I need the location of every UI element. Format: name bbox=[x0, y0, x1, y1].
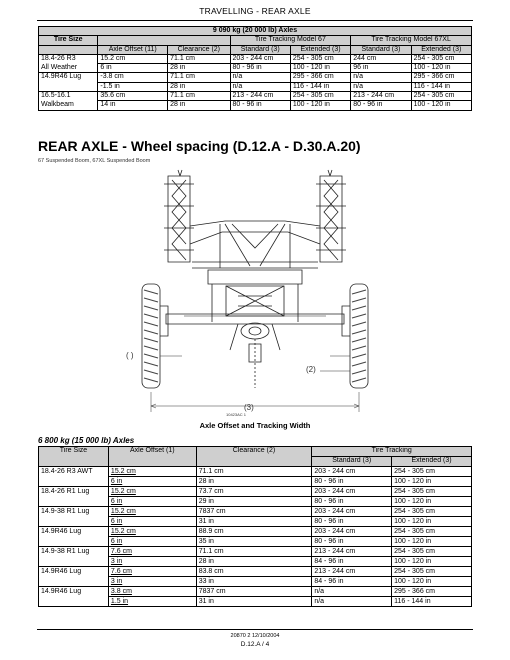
table-cell: 100 - 120 in bbox=[290, 64, 350, 73]
table-cell: 116 - 144 in bbox=[290, 82, 350, 91]
table-cell: 3 in bbox=[108, 577, 196, 587]
table1-col-model67: Tire Tracking Model 67 bbox=[230, 36, 351, 45]
table-row bbox=[39, 527, 472, 537]
table-cell: 6 in bbox=[108, 477, 196, 487]
label-1: ( ) bbox=[126, 351, 134, 360]
table-row bbox=[39, 92, 472, 101]
table-cell: 100 - 120 in bbox=[392, 577, 472, 587]
table-row bbox=[39, 467, 472, 477]
table-row bbox=[39, 54, 472, 63]
table-cell: 203 - 244 cm bbox=[312, 467, 392, 477]
table-cell: 15.2 cm bbox=[108, 507, 196, 517]
table-cell: 100 - 120 in bbox=[392, 557, 472, 567]
table2-col-offset: Axle Offset (1) bbox=[108, 447, 196, 467]
table-cell: 15.2 cm bbox=[108, 487, 196, 497]
table-cell: 71.1 cm bbox=[168, 54, 230, 63]
table-cell: 28 in bbox=[168, 101, 230, 110]
table-cell: 88.9 cm bbox=[196, 527, 312, 537]
tire-size-cell: 14.9R46 Lug bbox=[39, 73, 98, 82]
table-cell: 213 - 244 cm bbox=[312, 547, 392, 557]
table-cell: 7837 cm bbox=[196, 587, 312, 597]
table-cell: 7.6 cm bbox=[108, 547, 196, 557]
table-cell: 35.6 cm bbox=[98, 92, 168, 101]
table-cell: 80 - 96 in bbox=[230, 64, 290, 73]
table1-subheader: Clearance (2) bbox=[168, 45, 230, 54]
table1-subheader: Axle Offset (11) bbox=[98, 45, 168, 54]
table-cell: n/a bbox=[230, 73, 290, 82]
tire-size-cell: All Weather bbox=[39, 64, 98, 73]
footer-doc-code: 20870 2 12/10/2004 bbox=[230, 633, 280, 639]
table-cell: 254 - 305 cm bbox=[392, 547, 472, 557]
table-cell: 295 - 366 cm bbox=[392, 587, 472, 597]
boom-note: 67 Suspended Boom, 67XL Suspended Boom bbox=[38, 158, 151, 164]
table-cell: 29 in bbox=[196, 497, 312, 507]
table-row bbox=[39, 507, 472, 517]
table-cell: 1.5 in bbox=[108, 597, 196, 607]
page-header-title: TRAVELLING - REAR AXLE bbox=[199, 6, 311, 16]
table2-col-tire: Tire Size bbox=[39, 447, 109, 467]
tire-size-cell bbox=[39, 82, 98, 91]
tire-size-cell: 14.9R46 Lug bbox=[39, 587, 109, 607]
table-cell: 100 - 120 in bbox=[411, 101, 471, 110]
table-cell: 213 - 244 cm bbox=[312, 567, 392, 577]
tire-size-cell: 14.9-38 R1 Lug bbox=[39, 547, 109, 567]
table-cell: n/a bbox=[312, 597, 392, 607]
table-cell: 84 - 96 in bbox=[312, 557, 392, 567]
table1-sub-blank bbox=[39, 45, 98, 54]
table-cell: 254 - 305 cm bbox=[392, 567, 472, 577]
table2-col-tracking: Tire Tracking bbox=[312, 447, 472, 457]
left-rear-tire bbox=[142, 284, 160, 388]
tire-size-cell: 18.4-26 R3 bbox=[39, 54, 98, 63]
label-2: (2) bbox=[306, 365, 316, 374]
table2-col-standard: Standard (3) bbox=[312, 457, 392, 467]
figure-caption: Axle Offset and Tracking Width bbox=[199, 421, 311, 430]
tire-size-cell: 14.9R46 Lug bbox=[39, 527, 109, 547]
table-cell: 28 in bbox=[168, 82, 230, 91]
table2-title: 6 800 kg (15 000 lb) Axles bbox=[38, 436, 135, 445]
table1-subheader: Standard (3) bbox=[351, 45, 411, 54]
table-cell: 71.1 cm bbox=[196, 547, 312, 557]
table-cell: 15.2 cm bbox=[108, 467, 196, 477]
table-cell: 3.8 cm bbox=[108, 587, 196, 597]
table-cell: 71.1 cm bbox=[168, 92, 230, 101]
table-cell: 295 - 366 cm bbox=[290, 73, 350, 82]
table-cell: 7837 cm bbox=[196, 507, 312, 517]
table-cell: 295 - 366 cm bbox=[411, 73, 471, 82]
table-cell: 73.7 cm bbox=[196, 487, 312, 497]
table-cell: n/a bbox=[351, 82, 411, 91]
table-cell: 100 - 120 in bbox=[290, 101, 350, 110]
table-cell: 33 in bbox=[196, 577, 312, 587]
table-cell: 213 - 244 cm bbox=[351, 92, 411, 101]
table-row bbox=[39, 547, 472, 557]
table-cell: 244 cm bbox=[351, 54, 411, 63]
table-cell: -1.5 in bbox=[98, 82, 168, 91]
tire-size-cell: 14.9-38 R1 Lug bbox=[39, 507, 109, 527]
right-boom-truss bbox=[316, 170, 346, 262]
table-cell: 6 in bbox=[108, 497, 196, 507]
table-cell: 254 - 305 cm bbox=[392, 527, 472, 537]
table-cell: 116 - 144 in bbox=[392, 597, 472, 607]
table1-col-tire: Tire Size bbox=[39, 36, 98, 45]
tire-size-cell: 18.4-26 R3 AWT bbox=[39, 467, 109, 487]
table-cell: 254 - 305 cm bbox=[392, 487, 472, 497]
table-cell: 6 in bbox=[108, 517, 196, 527]
tire-size-cell: 16.5-16.1 bbox=[39, 92, 98, 101]
header-rule bbox=[37, 20, 473, 21]
table1-blank-head bbox=[98, 36, 230, 45]
table-cell: 14 in bbox=[98, 101, 168, 110]
table-row bbox=[39, 82, 472, 91]
table-row bbox=[39, 567, 472, 577]
table1-caption: 9 090 kg (20 000 lb) Axles bbox=[39, 27, 472, 36]
table-cell: 254 - 305 cm bbox=[392, 467, 472, 477]
table1-subheader: Extended (3) bbox=[290, 45, 350, 54]
table-cell: 80 - 96 in bbox=[312, 537, 392, 547]
footer-rule bbox=[37, 629, 473, 630]
table-cell: 100 - 120 in bbox=[411, 64, 471, 73]
table-cell: 203 - 244 cm bbox=[312, 487, 392, 497]
table-cell: 80 - 96 in bbox=[312, 477, 392, 487]
table-cell: 6 in bbox=[98, 64, 168, 73]
table-cell: 28 in bbox=[196, 477, 312, 487]
table-cell: 80 - 96 in bbox=[312, 517, 392, 527]
table-cell: 254 - 305 cm bbox=[290, 54, 350, 63]
table-row bbox=[39, 101, 472, 110]
table-cell: 100 - 120 in bbox=[392, 477, 472, 487]
table-cell: 203 - 244 cm bbox=[230, 54, 290, 63]
table-row bbox=[39, 587, 472, 597]
table-cell: 96 in bbox=[351, 64, 411, 73]
table-cell: 15.2 cm bbox=[98, 54, 168, 63]
table-cell: 35 in bbox=[196, 537, 312, 547]
table-cell: 3 in bbox=[108, 557, 196, 567]
table-cell: 80 - 96 in bbox=[351, 101, 411, 110]
table-cell: 80 - 96 in bbox=[312, 497, 392, 507]
table-cell: 100 - 120 in bbox=[392, 497, 472, 507]
section-title: REAR AXLE - Wheel spacing (D.12.A - D.30.A.20) bbox=[38, 138, 361, 154]
table-cell: 31 in bbox=[196, 517, 312, 527]
table-row bbox=[39, 73, 472, 82]
table-row bbox=[39, 64, 472, 73]
table1-col-model67xl: Tire Tracking Model 67XL bbox=[351, 36, 472, 45]
table-cell: 116 - 144 in bbox=[411, 82, 471, 91]
table-cell: 254 - 305 cm bbox=[290, 92, 350, 101]
table-cell: n/a bbox=[351, 73, 411, 82]
figure-id: 10423AC 1 bbox=[226, 412, 247, 417]
table2-col-extended: Extended (3) bbox=[392, 457, 472, 467]
table-cell: 254 - 305 cm bbox=[392, 507, 472, 517]
label-3: (3) bbox=[244, 403, 254, 412]
table-cell: 254 - 305 cm bbox=[411, 92, 471, 101]
table2-col-clearance: Clearance (2) bbox=[196, 447, 312, 467]
footer-page-number: D.12.A / 4 bbox=[240, 641, 270, 648]
table-cell: 71.1 cm bbox=[196, 467, 312, 477]
tire-size-cell: 14.9R46 Lug bbox=[39, 567, 109, 587]
table-cell: 80 - 96 in bbox=[230, 101, 290, 110]
table-cell: n/a bbox=[230, 82, 290, 91]
table-cell: 203 - 244 cm bbox=[312, 527, 392, 537]
axle-table-20000lb bbox=[38, 26, 472, 111]
tire-size-cell: Walkbeam bbox=[39, 101, 98, 110]
right-rear-tire bbox=[350, 284, 368, 388]
table-cell: 71.1 cm bbox=[168, 73, 230, 82]
table1-subheader: Extended (3) bbox=[411, 45, 471, 54]
table-cell: -3.8 cm bbox=[98, 73, 168, 82]
axle-table-15000lb bbox=[38, 446, 472, 607]
rear-axle-drawing bbox=[120, 166, 390, 420]
table-cell: 100 - 120 in bbox=[392, 517, 472, 527]
table-cell: 28 in bbox=[168, 64, 230, 73]
tire-size-cell: 18.4-26 R1 Lug bbox=[39, 487, 109, 507]
table-cell: 83.8 cm bbox=[196, 567, 312, 577]
table-cell: 28 in bbox=[196, 557, 312, 567]
table-cell: 6 in bbox=[108, 537, 196, 547]
table-cell: 213 - 244 cm bbox=[230, 92, 290, 101]
table-row bbox=[39, 487, 472, 497]
table-cell: 31 in bbox=[196, 597, 312, 607]
table-cell: 100 - 120 in bbox=[392, 537, 472, 547]
table-cell: 254 - 305 cm bbox=[411, 54, 471, 63]
left-boom-truss bbox=[164, 170, 194, 262]
table-cell: 203 - 244 cm bbox=[312, 507, 392, 517]
table-cell: n/a bbox=[312, 587, 392, 597]
table-cell: 84 - 96 in bbox=[312, 577, 392, 587]
table-cell: 15.2 cm bbox=[108, 527, 196, 537]
table-cell: 7.6 cm bbox=[108, 567, 196, 577]
table1-subheader: Standard (3) bbox=[230, 45, 290, 54]
